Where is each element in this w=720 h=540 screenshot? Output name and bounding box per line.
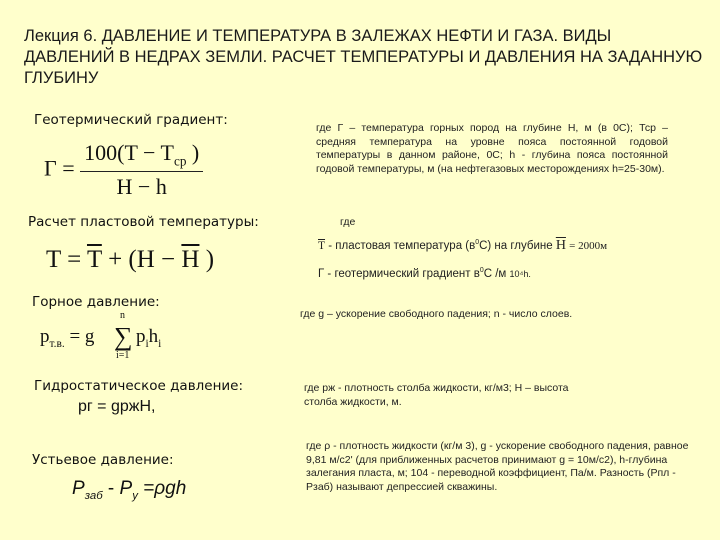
formula-lhs: Г — [44, 155, 57, 181]
num-T: T — [124, 140, 138, 165]
note-reservoir-temperature-line2 — [318, 264, 658, 281]
p1-sub: заб — [84, 489, 103, 502]
formula-tbar: $\overline{T}$ — [86, 246, 102, 273]
formula-eq: = — [62, 155, 75, 181]
heading-rock-pressure: Горное давление: — [32, 294, 160, 310]
term-sub2: i — [158, 337, 162, 350]
note-line2-sup: 0 — [479, 267, 484, 274]
sum-top: n — [120, 310, 125, 321]
formula-close: ) — [199, 246, 215, 273]
formula-geothermal-gradient — [44, 140, 203, 200]
p1: P — [72, 478, 85, 499]
formula-lhs: T — [46, 246, 61, 273]
note-line1-sup: 0 — [475, 239, 480, 246]
sum-bottom: i=1 — [116, 350, 130, 361]
formula-minus: - — [102, 478, 120, 499]
note-hydrostatic-pressure: где pж - плотность столба жидкости, кг/м3; H – высота столба жидкости, м. — [304, 382, 569, 408]
note-wellhead-pressure: где ρ - плотность жидкости (кг/м 3), g - ускорение свободного падения, равное 9,81 м/с2' (для приближенных расчетов принимают g = 10м/с2), h-глубина залегания пласта, м; 104 - переводной коэффициент, Па/м. Разность (Рпл - Рзаб) называют депрессией скважины. — [306, 440, 689, 493]
num-sub: ср — [173, 153, 187, 169]
heading-reservoir-temperature: Расчет пластовой температуры: — [28, 214, 259, 230]
formula-hydrostatic-pressure: pг = gpжH, — [78, 398, 156, 415]
formula-term — [136, 326, 161, 350]
heading-wellhead-pressure: Устьевое давление: — [32, 452, 174, 468]
num-minus: − T — [137, 140, 174, 165]
note-h-value: = 2000м — [569, 239, 608, 252]
note-line2: Г - геотермический градиент в — [318, 267, 480, 280]
formula-rest: + (H − — [101, 246, 182, 273]
note-where: где — [340, 216, 356, 228]
lhs-sub: т.в. — [49, 337, 65, 350]
formula-rock-pressure — [40, 312, 190, 362]
term-h: h — [148, 326, 159, 347]
slide-title: Лекция 6. ДАВЛЕНИЕ И ТЕМПЕРАТУРА В ЗАЛЕЖАХ НЕФТИ И ГАЗА. ВИДЫ ДАВЛЕНИЙ В НЕДРАХ ЗЕМЛИ. РАСЧЕТ ТЕМПЕРАТУРЫ И ДАВЛЕНИЯ НА ЗАДАННУЮ ГЛУБИНУ — [24, 27, 703, 87]
formula-reservoir-temperature — [46, 246, 214, 274]
formula-rest: =ρgh — [137, 478, 187, 499]
note-h-symbol: $\overline{H}$ — [555, 237, 566, 253]
note-line2-end: 10⁴h. — [509, 268, 531, 279]
p2-sub: у — [132, 489, 138, 502]
num-coef: 100( — [84, 140, 125, 165]
term-p: p — [136, 326, 146, 347]
formula-denominator: H − h — [116, 174, 167, 200]
formula-fraction — [80, 140, 203, 200]
formula-lhs — [40, 326, 94, 350]
note-line1: - пластовая температура (в — [328, 239, 476, 252]
note-line2-cont: С /м — [483, 267, 507, 280]
p2: P — [119, 478, 133, 499]
formula-wellhead-pressure — [72, 478, 186, 502]
sum-sign: ∑ — [114, 322, 133, 351]
lhs-p: p — [40, 326, 50, 347]
formula-numerator — [80, 140, 203, 172]
heading-geothermal-gradient: Геотермический градиент: — [34, 112, 228, 128]
num-close: ) — [186, 140, 200, 165]
note-geothermal-gradient: где Г – температура горных пород на глубине H, м (в 0C); Тср – средняя температура на уровне пояса постоянной годовой температуры в данном районе, 0C; h - глубина пояса постоянной годовой температуры, м (на нефтегазовых месторождениях h=25-30м). — [316, 122, 668, 175]
formula-eq: = — [60, 246, 87, 273]
formula-hbar: $\overline{H}$ — [181, 246, 200, 273]
note-line1-cont: С) на глубине — [479, 239, 553, 252]
term-sub1: i — [145, 337, 149, 350]
note-t-symbol: $\overline{T}$ — [318, 239, 326, 252]
note-reservoir-temperature-line1 — [318, 236, 658, 253]
formula-eq: = g — [64, 326, 95, 347]
heading-hydrostatic-pressure: Гидростатическое давление: — [34, 378, 244, 394]
note-rock-pressure: где g – ускорение свободного падения; n - число слоев. — [300, 308, 573, 320]
